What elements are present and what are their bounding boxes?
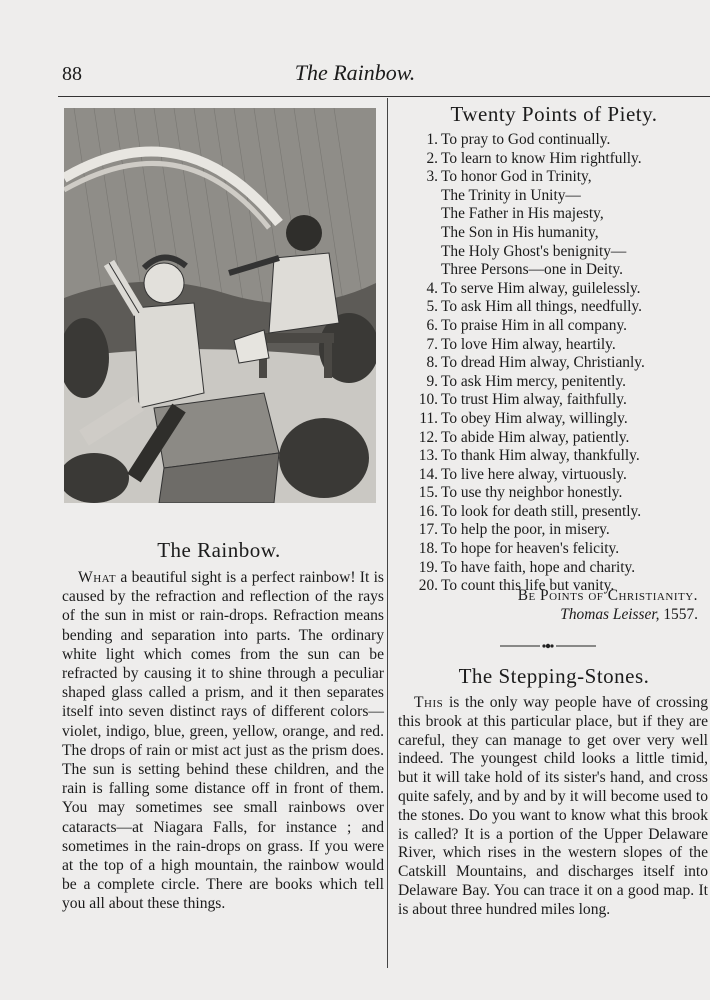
stepping-stones-title: The Stepping-Stones. xyxy=(458,664,650,688)
piety-point xyxy=(400,354,710,373)
running-title: The Rainbow. xyxy=(294,60,416,85)
piety-point xyxy=(400,429,710,448)
point-number: 8. xyxy=(426,354,438,372)
point-number: 16. xyxy=(418,502,438,520)
piety-point xyxy=(400,503,710,522)
piety-point xyxy=(400,168,710,187)
point-number: 1. xyxy=(426,131,438,148)
point-text: To abide Him alway, patiently. xyxy=(441,428,630,446)
attribution-year: 1557. xyxy=(663,606,698,623)
piety-point xyxy=(400,150,710,169)
piety-point xyxy=(400,521,710,540)
point-text: To honor God in Trinity, xyxy=(441,168,592,186)
header-rule xyxy=(58,96,710,97)
piety-point xyxy=(400,559,710,578)
point-number: 4. xyxy=(426,279,438,297)
point-text: To hope for heaven's felicity. xyxy=(441,540,620,558)
point-text: The Son in His humanity, xyxy=(441,223,599,241)
point-number: 2. xyxy=(426,149,438,167)
piety-point xyxy=(400,410,710,429)
point-text: To help the poor, in misery. xyxy=(441,521,610,539)
point-text: To love Him alway, heartily. xyxy=(441,335,616,353)
point-number: 7. xyxy=(426,335,438,353)
page-number: 88 xyxy=(62,63,82,85)
point-number: 12. xyxy=(418,428,438,446)
closing-line: Be Points of Christianity. xyxy=(517,587,698,604)
point-text: To count this life but vanity. xyxy=(441,577,615,595)
piety-point xyxy=(400,298,710,317)
point-number: 15. xyxy=(418,484,438,502)
stepping-dropcap-word: This xyxy=(414,694,444,711)
rainbow-body-text: a beautiful sight is a perfect rainbow! It is caused by the refraction and reflection of the rays of the sun in mist or rain-drops. Refraction means bending and separation into parts. The ordinary white light which comes from the sun can be refracted by causing it to shine through a peculiar shaped glass called a prism, and it then separates itself into seven distinct rays of different colors—violet, indigo, blue, green, yellow, orange, and red. The drops of rain or mist act just as the prism does. The sun is setting behind these children, and the rain is falling some distance off in front of them. You may sometimes see small rainbows over cataracts—at Niagara Falls, for instance ; and sometimes in the rain-drops on grass. If you were at the top of a high mountain, the rainbow would be a complete circle. There are books which tell you all about these things. xyxy=(62,569,384,913)
piety-point xyxy=(400,131,710,150)
point-number: 19. xyxy=(418,558,438,576)
point-number: 17. xyxy=(418,521,438,539)
stepping-body-text: is the only way people have of crossing this brook at this particular place, but if they are careful, they can manage to get over very well indeed. The youngest child looks a little timid, but it will take hold of its sister's hand, and cross quite safely, and by and by it will become used to the stones. Do you want to know what this brook is called? It is a portion of the Upper Delaware River, which rises in the western slopes of the Catskill Mountains, and discharges itself into Delaware Bay. You can trace it on a good map. It is about three hundred miles long. xyxy=(398,694,708,918)
stepping-stones-body xyxy=(398,694,708,920)
point-number: 3. xyxy=(426,168,438,186)
point-text: To trust Him alway, faithfully. xyxy=(441,391,627,409)
piety-points-list xyxy=(400,131,710,596)
point-number: 14. xyxy=(418,465,438,483)
point-number: 11. xyxy=(419,409,438,427)
point-text: To thank Him alway, thankfully. xyxy=(441,447,640,465)
point-text: To have faith, hope and charity. xyxy=(441,558,636,576)
piety-title: Twenty Points of Piety. xyxy=(450,102,658,126)
piety-point-continuation xyxy=(400,187,710,206)
point-number: 5. xyxy=(426,298,438,316)
point-text: To ask Him mercy, penitently. xyxy=(441,372,626,390)
author-name: Thomas Leisser, xyxy=(560,606,660,623)
rainbow-dropcap-word: What xyxy=(78,569,117,586)
point-text: To dread Him alway, Christianly. xyxy=(441,354,645,372)
section-ornament xyxy=(498,641,598,651)
point-number: 6. xyxy=(426,316,438,334)
point-number: 20. xyxy=(418,577,438,595)
point-text: To obey Him alway, willingly. xyxy=(441,409,628,427)
point-number: 13. xyxy=(418,447,438,465)
point-number: 10. xyxy=(418,391,438,409)
rainbow-article-title: The Rainbow. xyxy=(157,538,281,562)
point-text: To live here alway, virtuously. xyxy=(441,465,627,483)
piety-point xyxy=(400,391,710,410)
piety-point-continuation xyxy=(400,205,710,224)
piety-point xyxy=(400,336,710,355)
point-text: To serve Him alway, guilelessly. xyxy=(441,279,641,297)
piety-point xyxy=(400,280,710,299)
point-number: 18. xyxy=(418,540,438,558)
point-text: To learn to know Him rightfully. xyxy=(441,149,642,167)
point-number: 9. xyxy=(426,372,438,390)
column-divider xyxy=(387,98,388,968)
piety-point xyxy=(400,317,710,336)
point-text: The Father in His majesty, xyxy=(441,205,604,223)
point-text: To praise Him in all company. xyxy=(441,316,627,334)
point-text: To look for death still, presently. xyxy=(441,502,642,520)
piety-point-continuation xyxy=(400,224,710,243)
rainbow-article-body xyxy=(62,568,384,914)
rainbow-illustration xyxy=(64,108,376,503)
piety-point xyxy=(400,447,710,466)
point-text: The Holy Ghost's benignity— xyxy=(441,242,627,260)
point-text: The Trinity in Unity— xyxy=(441,186,581,204)
attribution xyxy=(400,606,698,625)
piety-point xyxy=(400,466,710,485)
point-text: To ask Him all things, needfully. xyxy=(441,298,642,316)
piety-point-continuation xyxy=(400,261,710,280)
piety-point-continuation xyxy=(400,243,710,262)
piety-point xyxy=(400,373,710,392)
point-text: To use thy neighbor honestly. xyxy=(441,484,623,502)
piety-point xyxy=(400,484,710,503)
point-text: Three Persons—one in Deity. xyxy=(441,261,623,279)
piety-point xyxy=(400,540,710,559)
point-text: To pray to God continually. xyxy=(441,131,611,148)
